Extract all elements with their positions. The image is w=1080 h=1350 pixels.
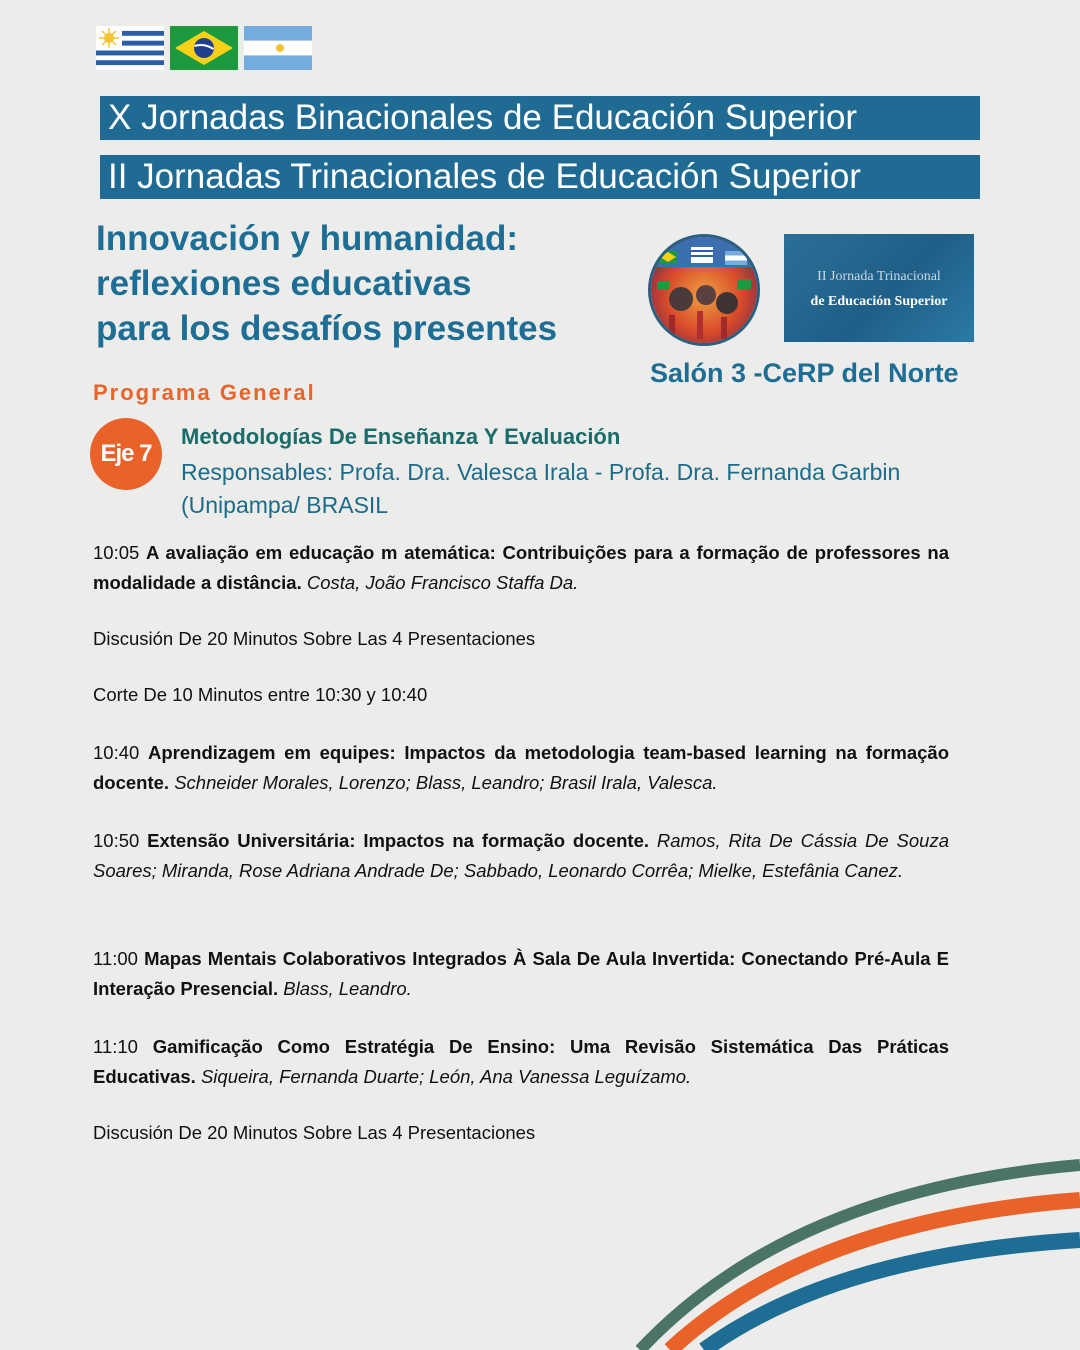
- program-item: [93, 944, 949, 1004]
- program-time: 11:10: [93, 1036, 138, 1057]
- program-title: A avaliação em educação m atemática: Contribuições para a formação de professores na modalidade a distância.: [93, 542, 950, 593]
- theme-line-1: Innovación y humanidad:: [96, 219, 518, 258]
- program-authors: Costa, João Francisco Staffa Da.: [306, 572, 579, 593]
- program-title: Extensão Universitária: Impactos na formação docente.: [147, 830, 650, 851]
- eje-title: Metodologías De Enseñanza Y Evaluación: [181, 424, 621, 449]
- program-title: Mapas Mentais Colaborativos Integrados À Sala De Aula Invertida: Conectando Pré-Aula E Interação Presencial.: [93, 948, 949, 999]
- eje-badge: Eje 7: [90, 418, 162, 490]
- program-item: [93, 738, 949, 798]
- venue-label: Salón 3 -CeRP del Norte: [650, 358, 959, 388]
- program-title: Aprendizagem em equipes: Impactos da metodologia team-based learning na formação docente.: [93, 742, 949, 793]
- uruguay-flag-icon: [96, 26, 164, 70]
- program-title: Gamificação Como Estratégia De Ensino: Uma Revisão Sistemática Das Práticas Educativas.: [93, 1036, 950, 1087]
- logo-box-line-2: de Educación Superior: [810, 294, 948, 309]
- decorative-swoosh: [600, 1140, 1080, 1350]
- brazil-flag-icon: [170, 26, 238, 70]
- theme-line-3: para los desafíos presentes: [96, 309, 558, 348]
- logo-box-line-1: II Jornada Trinacional: [817, 269, 941, 284]
- theme-title: [96, 216, 557, 351]
- program-authors: Ramos, Rita De Cássia De Souza Soares; Miranda, Rose Adriana Andrade De; Sabbado, Leonardo Corrêa; Mielke, Estefânia Canez.: [93, 830, 950, 881]
- responsables: Responsables: Profa. Dra. Valesca Irala - Profa. Dra. Fernanda Garbin (Unipampa/ BRASIL: [181, 459, 901, 518]
- programa-general-label: Programa General: [93, 380, 316, 405]
- program-authors: Schneider Morales, Lorenzo; Blass, Leandro; Brasil Irala, Valesca.: [174, 772, 718, 793]
- event-logo-circle: [648, 234, 760, 346]
- program-item: [93, 1032, 949, 1092]
- discussion-note: Discusión De 20 Minutos Sobre Las 4 Presentaciones: [93, 628, 536, 649]
- trinacional-logo: [784, 234, 974, 342]
- argentina-flag-icon: [244, 26, 312, 70]
- program-time: 11:00: [93, 948, 138, 969]
- break-note: Corte De 10 Minutos entre 10:30 y 10:40: [93, 684, 428, 705]
- program-authors: Siqueira, Fernanda Duarte; León, Ana Vanessa Leguízamo.: [200, 1066, 692, 1087]
- banner-binacionales: X Jornadas Binacionales de Educación Superior: [100, 96, 980, 140]
- discussion-note: Discusión De 20 Minutos Sobre Las 4 Presentaciones: [93, 1122, 536, 1143]
- program-authors: Blass, Leandro.: [283, 978, 412, 999]
- theme-line-2: reflexiones educativas: [96, 264, 472, 303]
- program-time: 10:05: [93, 542, 140, 563]
- program-item: [93, 538, 949, 598]
- program-time: 10:40: [93, 742, 140, 763]
- program-item: [93, 826, 949, 886]
- banner-trinacionales: II Jornadas Trinacionales de Educación Superior: [100, 155, 980, 199]
- program-time: 10:50: [93, 830, 140, 851]
